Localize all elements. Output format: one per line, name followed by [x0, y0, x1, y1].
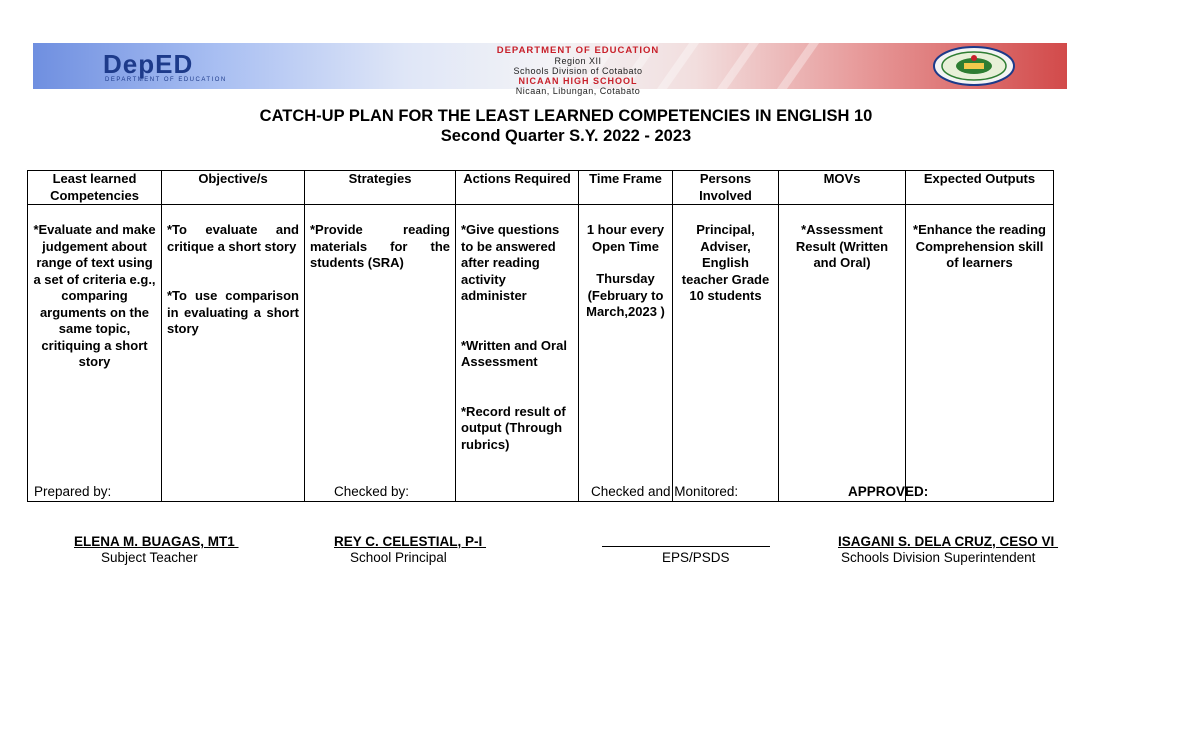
banner-region: Region XII: [554, 56, 602, 66]
catch-up-plan-table: [27, 170, 1054, 502]
competency-cell: [28, 205, 162, 502]
deped-logo: [103, 49, 283, 85]
approved-label: APPROVED:: [848, 484, 929, 499]
approved-role: Schools Division Superintendent: [841, 550, 1036, 565]
banner-address: Nicaan, Libungan, Cotabato: [515, 86, 641, 96]
school-seal-icon: [931, 45, 1017, 87]
checked-by-role: School Principal: [350, 550, 447, 565]
persons-text: Principal, Adviser, English teacher Grade 10 students: [681, 222, 770, 303]
outputs-cell: [906, 205, 1054, 502]
banner-text: [428, 46, 728, 96]
approved-name: ISAGANI S. DELA CRUZ, CESO VI: [838, 534, 1059, 549]
actions-cell: [456, 205, 579, 502]
monitored-role: EPS/PSDS: [662, 550, 730, 565]
strategy-cell: [305, 205, 456, 502]
action-item: *Written and Oral Assessment: [461, 337, 567, 369]
table-header-row: [28, 171, 1054, 205]
checked-monitored-label: Checked and Monitored:: [591, 484, 739, 499]
objective-item: *To use comparison in evaluating a short story: [167, 288, 299, 336]
prepared-by-name: ELENA M. BUAGAS, MT1: [74, 534, 239, 549]
column-header: Time Frame: [579, 171, 673, 205]
deped-logo-text: DepED: [103, 49, 194, 79]
movs-cell: [779, 205, 906, 502]
deped-logo-subtext: DEPARTMENT OF EDUCATION: [105, 77, 227, 83]
page-title: CATCH-UP PLAN FOR THE LEAST LEARNED COMPETENCIES IN ENGLISH 10: [259, 107, 873, 125]
prepared-by-role: Subject Teacher: [101, 550, 198, 565]
column-header: Least learned Competencies: [28, 171, 162, 205]
competency-text: *Evaluate and make judgement about range of text using a set of criteria e.g., comparing arguments on the same topic, critiquing a short story: [33, 222, 156, 369]
monitored-signature-line: [602, 546, 770, 547]
objective-cell: [162, 205, 305, 502]
outputs-text: *Enhance the reading Comprehension skill of learners: [913, 222, 1046, 270]
strategy-text: *Provide reading materials for the students (SRA): [310, 222, 450, 270]
header-banner: [33, 43, 1067, 96]
action-item: *Give questions to be answered after reading activity administer: [461, 222, 560, 303]
banner-division: Schools Division of Cotabato: [513, 66, 643, 76]
checked-by-name: REY C. CELESTIAL, P-I: [334, 534, 487, 549]
column-header: Persons Involved: [673, 171, 779, 205]
banner-school: NICAAN HIGH SCHOOL: [518, 76, 638, 86]
time-frame-item: Thursday (February to March,2023 ): [586, 271, 665, 319]
objective-item: *To evaluate and critique a short story: [167, 222, 299, 254]
action-item: *Record result of output (Through rubrics): [461, 403, 566, 452]
column-header: MOVs: [779, 171, 906, 205]
time-frame-item: 1 hour every Open Time: [586, 222, 665, 254]
checked-by-label: Checked by:: [334, 484, 410, 499]
table-row: [28, 205, 1054, 502]
column-header: Actions Required: [456, 171, 579, 205]
column-header: Expected Outputs: [906, 171, 1054, 205]
persons-cell: [673, 205, 779, 502]
column-header: Strategies: [305, 171, 456, 205]
prepared-by-label: Prepared by:: [34, 484, 112, 499]
banner-department: DEPARTMENT OF EDUCATION: [496, 45, 660, 56]
page-subtitle: Second Quarter S.Y. 2022 - 2023: [440, 127, 692, 145]
time-frame-cell: [579, 205, 673, 502]
column-header: Objective/s: [162, 171, 305, 205]
movs-text: *Assessment Result (Written and Oral): [795, 222, 889, 270]
